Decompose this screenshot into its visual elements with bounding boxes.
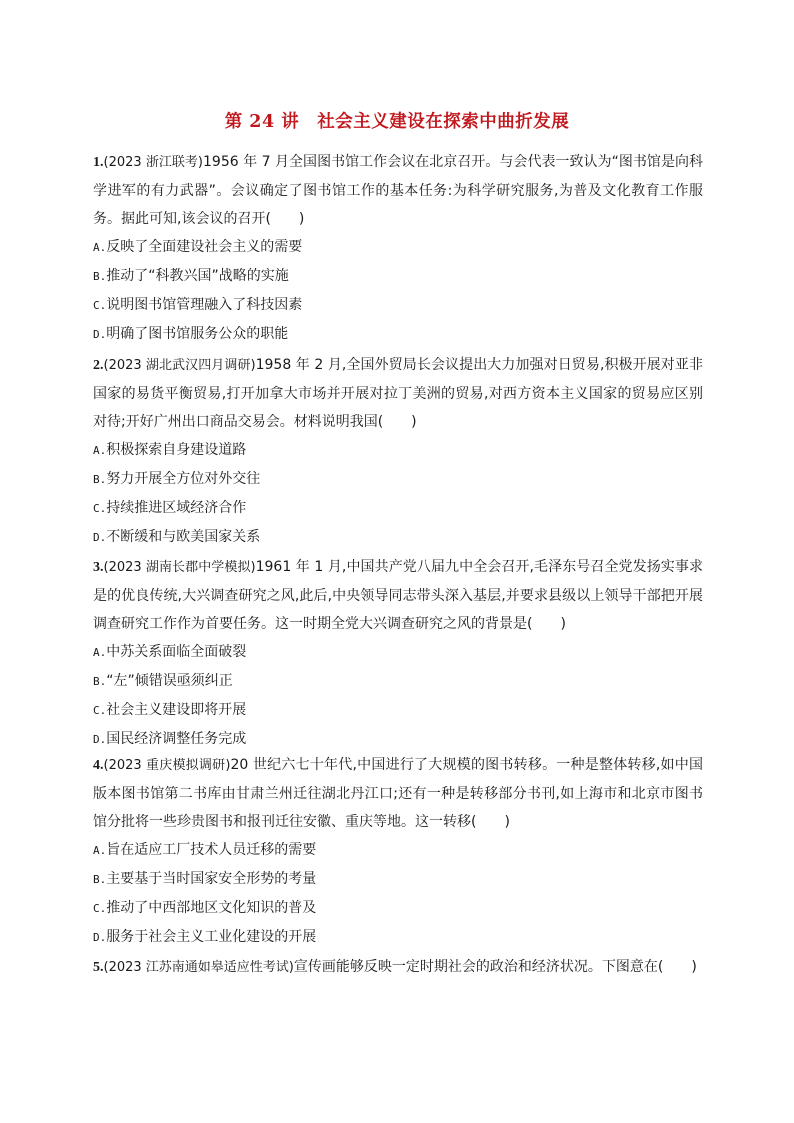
question-source: (2023 湖北武汉四月调研) [103, 358, 256, 373]
option-text: 社会主义建设即将开展 [106, 702, 247, 718]
option-letter: D. [93, 733, 107, 746]
option-d [93, 923, 703, 952]
question-4 [93, 751, 703, 952]
question-number: 4. [93, 758, 104, 773]
option-c [93, 494, 703, 523]
option-b [93, 865, 703, 894]
question-stem [93, 148, 703, 233]
question-number: 5. [93, 960, 104, 975]
option-letter: D. [93, 531, 107, 544]
option-b [93, 667, 703, 696]
option-a [93, 836, 703, 865]
question-1 [93, 148, 703, 349]
option-a [93, 436, 703, 465]
option-text: 持续推进区域经济合作 [106, 500, 247, 516]
option-text: 推动了“科教兴国”战略的实施 [106, 268, 289, 284]
question-3 [93, 553, 703, 754]
option-text: 不断缓和与欧美国家关系 [106, 529, 261, 545]
option-letter: B. [93, 675, 107, 688]
question-source: (2023 湖南长郡中学模拟) [103, 560, 256, 575]
question-stem [93, 351, 703, 436]
question-stem [93, 953, 703, 982]
option-letter: B. [93, 473, 107, 486]
option-letter: A. [93, 844, 107, 857]
option-text: 反映了全面建设社会主义的需要 [106, 239, 303, 255]
option-text: 旨在适应工厂技术人员迁移的需要 [106, 842, 317, 858]
question-text: 20 世纪六七十年代,中国进行了大规模的图书转移。一种是整体转移,如中国版本图书馆第二书库由甘肃兰州迁往湖北丹江口;还有一种是转移部分书刊,如上海市和北京市图书馆分批将一些珍贵图书和报刊迁往安徽、重庆等地。这一转移( ) [93, 757, 703, 830]
question-number: 3. [93, 560, 104, 575]
option-text: 主要基于当时国家安全形势的考量 [106, 871, 317, 887]
option-text: 说明图书馆管理融入了科技因素 [106, 297, 303, 313]
option-a [93, 233, 703, 262]
option-letter: B. [93, 270, 107, 283]
option-letter: A. [93, 646, 107, 659]
page-title: 第 24 讲 社会主义建设在探索中曲折发展 [224, 112, 570, 132]
option-a [93, 638, 703, 667]
option-d [93, 320, 703, 349]
option-text: 推动了中西部地区文化知识的普及 [106, 900, 317, 916]
option-letter: C. [93, 704, 107, 717]
option-letter: C. [93, 502, 107, 515]
question-2 [93, 351, 703, 552]
question-5 [93, 953, 703, 982]
option-letter: A. [93, 241, 107, 254]
option-letter: A. [93, 444, 107, 457]
question-number: 1. [93, 155, 104, 170]
option-c [93, 894, 703, 923]
option-text: 服务于社会主义工业化建设的开展 [106, 929, 317, 945]
option-letter: C. [93, 299, 107, 312]
option-text: 明确了图书馆服务公众的职能 [106, 326, 289, 342]
option-text: 积极探索自身建设道路 [106, 442, 247, 458]
question-text: 宣传画能够反映一定时期社会的政治和经济状况。下图意在( ) [293, 959, 697, 975]
option-c [93, 291, 703, 320]
option-d [93, 725, 703, 754]
question-text: 1958 年 2 月,全国外贸局长会议提出大力加强对日贸易,积极开展对亚非国家的易货平衡贸易,打开加拿大市场并开展对拉丁美洲的贸易,对西方资本主义国家的贸易应区别对待;开好广州出口商品交易会。材料说明我国( ) [93, 357, 703, 430]
option-text: “左”倾错误亟须纠正 [106, 673, 233, 689]
question-stem [93, 553, 703, 638]
question-number: 2. [93, 358, 104, 373]
question-source: (2023 浙江联考) [103, 155, 203, 170]
question-stem [93, 751, 703, 836]
option-b [93, 262, 703, 291]
option-d [93, 523, 703, 552]
option-text: 努力开展全方位对外交往 [106, 471, 261, 487]
question-text: 1961 年 1 月,中国共产党八届九中全会召开,毛泽东号召全党发扬实事求是的优良传统,大兴调查研究之风,此后,中央领导同志带头深入基层,并要求县级以上领导干部把开展调查研究工作作为首要任务。这一时期全党大兴调查研究之风的背景是( ) [93, 559, 703, 632]
option-letter: C. [93, 902, 107, 915]
question-source: (2023 江苏南通如皋适应性考试) [103, 960, 294, 975]
option-text: 中苏关系面临全面破裂 [106, 644, 247, 660]
option-letter: D. [93, 328, 107, 341]
option-c [93, 696, 703, 725]
question-source: (2023 重庆模拟调研) [103, 758, 231, 773]
option-letter: B. [93, 873, 107, 886]
option-b [93, 465, 703, 494]
question-text: 1956 年 7 月全国图书馆工作会议在北京召开。与会代表一致认为“图书馆是向科学进军的有力武器”。会议确定了图书馆工作的基本任务:为科学研究服务,为普及文化教育工作服务。据此可知,该会议的召开( ) [93, 154, 703, 227]
option-text: 国民经济调整任务完成 [106, 731, 247, 747]
option-letter: D. [93, 931, 107, 944]
